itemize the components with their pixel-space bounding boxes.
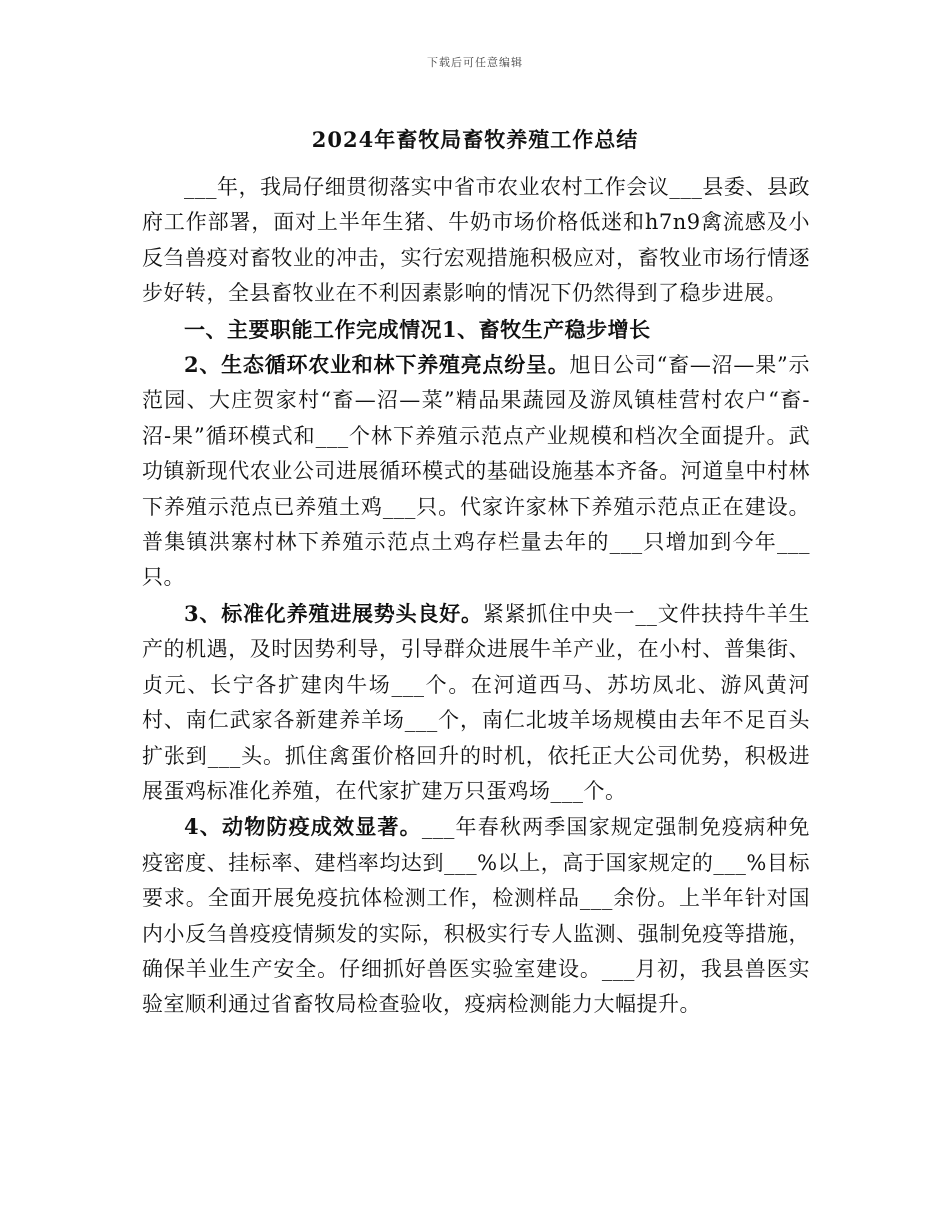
item-4-paragraph <box>142 809 810 1022</box>
intro-paragraph: ___年，我局仔细贯彻落实中省市农业农村工作会议___县委、县政府工作部署，面对上半年生猪、牛奶市场价格低迷和h7n9禽流感及小反刍兽疫对畜牧业的冲击，实行宏观措施积极应对，畜牧业市场行情逐步好转，全县畜牧业在不利因素影响的情况下仍然得到了稳步进展。 <box>142 175 810 306</box>
item-3-body: 紧紧抓住中央一__文件扶持牛羊生产的机遇，及时因势利导，引导群众进展牛羊产业，在小村、普集街、贞元、长宁各扩建肉牛场___个。在河道西马、苏坊凤北、游风黄河村、南仁武家各新建养羊场___个，南仁北坡羊场规模由去年不足百头扩张到___头。抓住禽蛋价格回升的时机，依托正大公司优势，积极进展蛋鸡标准化养殖，在代家扩建万只蛋鸡场___个。 <box>142 601 810 803</box>
item-3-paragraph <box>142 596 810 809</box>
document-title: 2024年畜牧局畜牧养殖工作总结 <box>311 127 639 152</box>
item-4-lead: 4、动物防疫成效显著。 <box>184 814 422 840</box>
item-2-lead: 2、生态循环农业和林下养殖亮点纷呈。 <box>184 352 570 378</box>
item-3-lead: 3、标准化养殖进展势头良好。 <box>184 600 483 626</box>
item-4-body: ___年春秋两季国家规定强制免疫病种免疫密度、挂标率、建档率均达到___%以上，高于国家规定的___%目标要求。全面开展免疫抗体检测工作，检测样品___余份。上半年针对国内小反刍兽疫疫情频发的实际，积极实行专人监测、强制免疫等措施，确保羊业生产安全。仔细抓好兽医实验室建设。___月初，我县兽医实验室顺利通过省畜牧局检查验收，疫病检测能力大幅提升。 <box>142 815 810 1017</box>
item-2-body: 旭日公司“畜—沼—果”示范园、大庄贺家村“畜—沼—菜”精品果蔬园及游凤镇桂营村农户“畜-沼-果”循环模式和___个林下养殖示范点产业规模和档次全面提升。武功镇新现代农业公司进展循环模式的基础设施基本齐备。河道皇中村林下养殖示范点已养殖土鸡___只。代家许家林下养殖示范点正在建设。普集镇洪寨村林下养殖示范点土鸡存栏量去年的___只增加到今年___只。 <box>142 353 810 590</box>
document-body <box>142 170 810 1023</box>
section-1-heading: 一、主要职能工作完成情况1、畜牧生产稳步增长 <box>184 316 651 342</box>
item-2-paragraph <box>142 347 810 596</box>
header-note: 下载后可任意编辑 <box>427 56 523 69</box>
